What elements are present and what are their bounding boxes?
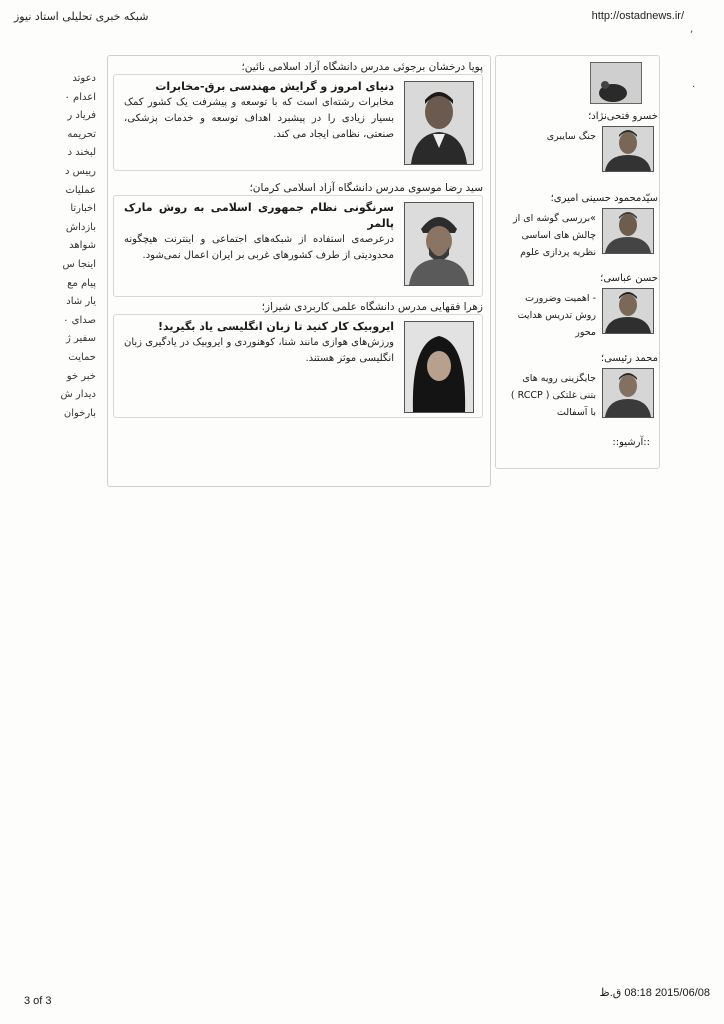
sidebar-item[interactable]	[500, 192, 658, 258]
left-headline[interactable]: اعدام ٠	[64, 91, 96, 103]
sidebar-top-photo	[590, 62, 642, 104]
article-byline: زهرا فقهایی مدرس دانشگاه علمی کاربردی شیراز؛	[261, 301, 483, 313]
sidebar-item[interactable]	[500, 272, 658, 338]
article-summary: درعرصه‌ی استفاده از شبکه‌های اجتماعی و اینترنت هیچگونه محدودیتی از طرف کشورهای غربی بر ایران اعمال نمی‌شود.	[124, 234, 394, 261]
sidebar-author-photo	[602, 288, 654, 334]
sidebar-author-photo	[602, 368, 654, 418]
site-title: شبکه خبری تحلیلی استاد نیوز	[14, 10, 149, 23]
left-headline[interactable]: خبر خو	[66, 370, 96, 382]
article-card	[113, 60, 483, 171]
print-timestamp: 2015/06/08 08:18 ق.ظ	[599, 987, 710, 999]
left-headline[interactable]: بارخوان	[63, 407, 96, 419]
author-photo	[404, 81, 474, 165]
sidebar-author-name: حسن عباسی؛	[600, 273, 658, 284]
left-headline[interactable]: یار شاد	[66, 296, 96, 308]
left-headline[interactable]: اخبارتا	[70, 203, 96, 215]
left-headline[interactable]: رییس د	[64, 165, 96, 177]
archive-link[interactable]: ::آرشیو::	[612, 437, 650, 448]
sidebar-author-name: خسرو فتحی‌نژاد؛	[588, 111, 658, 122]
left-headline[interactable]: اینجا س	[62, 258, 96, 270]
article-box	[113, 74, 483, 171]
scan-mark: ·	[692, 82, 696, 93]
sidebar-author-name: سیّدمحمود حسینی امیری؛	[550, 193, 658, 204]
sidebar-article-title[interactable]: - اهمیت وضرورت روش تدریس هدایت محور	[517, 293, 596, 338]
article-byline: سید رضا موسوی مدرس دانشگاه آزاد اسلامی کرمان؛	[249, 182, 483, 194]
left-headline[interactable]: دیدار ش	[60, 389, 96, 401]
article-card	[113, 300, 483, 418]
article-summary: ورزش‌های هوازی مانند شنا، کوهنوردی و ایروبیک در یادگیری زبان انگلیسی موثر هستند.	[124, 337, 394, 364]
left-headline[interactable]: حمایت	[68, 351, 96, 363]
sidebar-author-photo	[602, 208, 654, 254]
left-headline[interactable]: صدای ٠	[63, 314, 96, 326]
sidebar-author-name: محمد رئیسی؛	[600, 353, 658, 364]
left-headline[interactable]: تحریمه	[67, 128, 96, 140]
article-byline: پویا درخشان برجوئی مدرس دانشگاه آزاد اسلامی نائین؛	[241, 61, 483, 73]
page-url: http://ostadnews.ir/	[591, 10, 684, 22]
left-headline[interactable]: سفیر ژ	[66, 333, 96, 345]
left-headline[interactable]: پیام مع	[67, 277, 96, 289]
sidebar-article-title[interactable]: جایگزینی رویه های بتنی غلتکی ( RCCP ) با آسفالت	[510, 373, 596, 418]
left-headline[interactable]: شواهد	[69, 240, 96, 252]
sidebar-item[interactable]	[500, 110, 658, 142]
sidebar-item[interactable]	[500, 352, 658, 418]
article-box	[113, 314, 483, 418]
article-card	[113, 181, 483, 297]
article-summary: مخابرات رشته‌ای است که با توسعه و پیشرفت یک کشور کمک بسیار زیادی را در پیشبرد اهداف توسعه و خدمات پزشکی، صنعتی، نظامی ایجاد می کند.	[124, 97, 394, 140]
sidebar-article-title[interactable]: »بررسی گوشه ای از چالش های اساسی نظریه پردازی علوم	[512, 213, 596, 258]
scan-mark: ,	[690, 24, 694, 35]
sidebar-author-photo	[602, 126, 654, 172]
left-headline[interactable]: دعوتد	[72, 73, 96, 84]
author-photo	[404, 321, 474, 413]
left-headline[interactable]: فریاد ر	[67, 110, 96, 122]
author-photo	[404, 202, 474, 286]
article-title[interactable]: سرنگونی نظام جمهوری اسلامی به روش مارک پالمر	[124, 201, 394, 230]
left-headline[interactable]: بازداش	[65, 221, 96, 233]
left-headline[interactable]: عملیات	[65, 184, 96, 196]
left-headline[interactable]: لبخند د	[67, 147, 96, 159]
article-box	[113, 195, 483, 297]
left-headline-list	[48, 70, 96, 423]
article-title[interactable]: دنیای امروز و گرایش مهندسی برق-مخابرات	[155, 80, 394, 93]
page-number: 3 of 3	[24, 995, 52, 1007]
article-title[interactable]: ایروبیک کار کنید تا زبان انگلیسی یاد بگیرید!	[158, 320, 394, 333]
sidebar-article-title[interactable]: جنگ سایبری	[546, 131, 596, 142]
